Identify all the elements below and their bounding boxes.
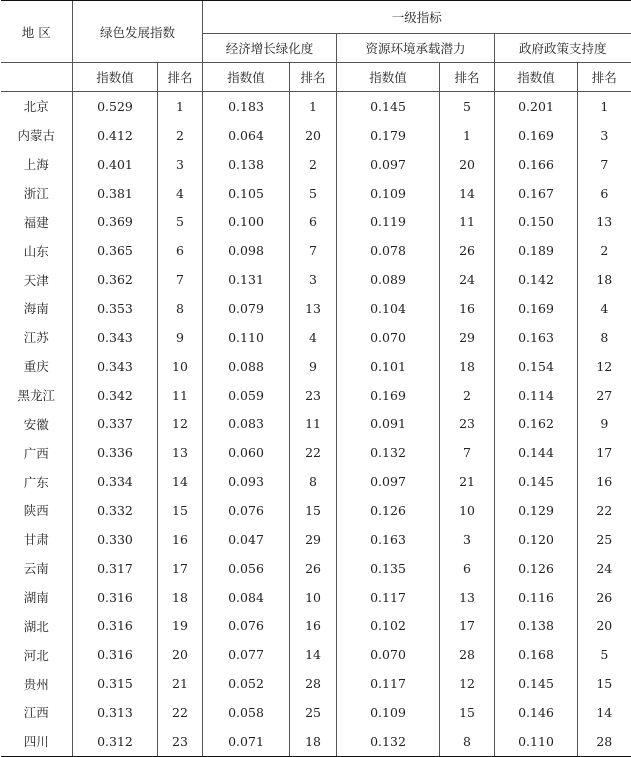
resource-value: 0.070 <box>337 323 440 352</box>
table-row <box>1 640 631 669</box>
green-index-value: 0.316 <box>73 583 158 612</box>
region-cell: 北京 <box>23 99 49 115</box>
green-index-rank: 7 <box>158 265 203 294</box>
green-index-value: 0.313 <box>73 698 158 727</box>
region-cell: 浙江 <box>23 186 49 201</box>
resource-value: 0.119 <box>337 207 440 236</box>
policy-value: 0.168 <box>495 640 578 669</box>
policy-value: 0.163 <box>495 323 578 352</box>
rank-header: 排名 <box>578 63 631 92</box>
resource-value: 0.097 <box>337 467 440 496</box>
resource-value: 0.109 <box>337 179 440 208</box>
resource-value: 0.135 <box>337 554 440 583</box>
table-row <box>1 150 631 179</box>
policy-rank: 18 <box>578 265 631 294</box>
rank-header: 排名 <box>158 63 203 92</box>
policy-rank: 7 <box>578 150 631 179</box>
green-index-value: 0.342 <box>73 381 158 410</box>
header-row-1 <box>1 1 631 34</box>
resource-rank: 10 <box>440 496 495 525</box>
table-row <box>1 323 631 352</box>
green-index-value: 0.343 <box>73 352 158 381</box>
economic-value: 0.052 <box>203 669 290 698</box>
resource-value: 0.179 <box>337 121 440 150</box>
green-index-value: 0.365 <box>73 236 158 265</box>
policy-value: 0.201 <box>495 92 578 121</box>
resource-value: 0.117 <box>337 583 440 612</box>
policy-rank: 3 <box>578 121 631 150</box>
resource-capacity-header: 资源环境承载潜力 <box>337 34 495 63</box>
resource-rank: 13 <box>440 583 495 612</box>
economic-rank: 16 <box>290 611 337 640</box>
region-header: 地 区 <box>1 1 73 63</box>
green-index-value: 0.332 <box>73 496 158 525</box>
economic-rank: 26 <box>290 554 337 583</box>
economic-rank: 14 <box>290 640 337 669</box>
green-index-rank: 17 <box>158 554 203 583</box>
resource-value: 0.102 <box>337 611 440 640</box>
resource-value: 0.132 <box>337 438 440 467</box>
policy-rank: 16 <box>578 467 631 496</box>
resource-value: 0.169 <box>337 381 440 410</box>
primary-indicators-header: 一级指标 <box>203 1 631 34</box>
policy-rank: 20 <box>578 611 631 640</box>
resource-rank: 16 <box>440 294 495 323</box>
resource-rank: 20 <box>440 150 495 179</box>
economic-value: 0.059 <box>203 381 290 410</box>
economic-value: 0.056 <box>203 554 290 583</box>
table-row <box>1 554 631 583</box>
resource-rank: 15 <box>440 698 495 727</box>
economic-rank: 2 <box>290 150 337 179</box>
policy-value: 0.169 <box>495 294 578 323</box>
economic-value: 0.098 <box>203 236 290 265</box>
policy-rank: 25 <box>578 525 631 554</box>
economic-value: 0.100 <box>203 207 290 236</box>
table-row <box>1 467 631 496</box>
green-index-rank: 9 <box>158 323 203 352</box>
green-index-value: 0.316 <box>73 640 158 669</box>
green-development-index-table <box>1 0 631 757</box>
green-index-rank: 13 <box>158 438 203 467</box>
resource-rank: 11 <box>440 207 495 236</box>
region-cell: 江西 <box>23 705 49 721</box>
policy-rank: 4 <box>578 294 631 323</box>
table-row <box>1 294 631 323</box>
economic-rank: 15 <box>290 496 337 525</box>
policy-rank: 27 <box>578 381 631 410</box>
green-index-rank: 23 <box>158 727 203 756</box>
policy-value: 0.145 <box>495 467 578 496</box>
economic-value: 0.138 <box>203 150 290 179</box>
policy-value: 0.110 <box>495 727 578 756</box>
policy-rank: 28 <box>578 727 631 756</box>
economic-rank: 9 <box>290 352 337 381</box>
resource-value: 0.109 <box>337 698 440 727</box>
policy-value: 0.142 <box>495 265 578 294</box>
green-index-rank: 10 <box>158 352 203 381</box>
green-index-value: 0.312 <box>73 727 158 756</box>
policy-value: 0.162 <box>495 409 578 438</box>
economic-value: 0.047 <box>203 525 290 554</box>
region-cell: 上海 <box>23 157 49 173</box>
policy-support-header: 政府政策支持度 <box>495 34 631 63</box>
table-row <box>1 438 631 467</box>
resource-rank: 26 <box>440 236 495 265</box>
economic-rank: 6 <box>290 207 337 236</box>
economic-value: 0.088 <box>203 352 290 381</box>
economic-value: 0.060 <box>203 438 290 467</box>
table-row <box>1 121 631 150</box>
economic-rank: 1 <box>290 92 337 121</box>
green-index-rank: 12 <box>158 409 203 438</box>
policy-rank: 5 <box>578 640 631 669</box>
green-index-value: 0.412 <box>73 121 158 150</box>
policy-rank: 2 <box>578 236 631 265</box>
resource-value: 0.101 <box>337 352 440 381</box>
resource-value: 0.145 <box>337 92 440 121</box>
resource-rank: 5 <box>440 92 495 121</box>
economic-rank: 20 <box>290 121 337 150</box>
value-header: 指数值 <box>73 63 158 92</box>
region-cell: 重庆 <box>23 359 49 375</box>
economic-rank: 5 <box>290 179 337 208</box>
policy-rank: 22 <box>578 496 631 525</box>
policy-value: 0.167 <box>495 179 578 208</box>
policy-value: 0.126 <box>495 554 578 583</box>
policy-rank: 1 <box>578 92 631 121</box>
table-row <box>1 698 631 727</box>
rank-header: 排名 <box>440 63 495 92</box>
resource-rank: 14 <box>440 179 495 208</box>
policy-rank: 14 <box>578 698 631 727</box>
green-index-value: 0.401 <box>73 150 158 179</box>
region-cell: 内蒙古 <box>17 128 55 144</box>
green-index-rank: 6 <box>158 236 203 265</box>
economic-value: 0.079 <box>203 294 290 323</box>
economic-value: 0.071 <box>203 727 290 756</box>
economic-rank: 7 <box>290 236 337 265</box>
policy-value: 0.146 <box>495 698 578 727</box>
resource-rank: 2 <box>440 381 495 410</box>
region-cell: 四川 <box>1 727 73 756</box>
policy-value: 0.120 <box>495 525 578 554</box>
green-index-value: 0.529 <box>73 92 158 121</box>
green-index-rank: 1 <box>158 92 203 121</box>
resource-rank: 6 <box>440 554 495 583</box>
green-index-rank: 4 <box>158 179 203 208</box>
policy-value: 0.189 <box>495 236 578 265</box>
resource-value: 0.104 <box>337 294 440 323</box>
green-index-value: 0.330 <box>73 525 158 554</box>
resource-rank: 8 <box>440 727 495 756</box>
resource-rank: 24 <box>440 265 495 294</box>
resource-rank: 28 <box>440 640 495 669</box>
policy-rank: 26 <box>578 583 631 612</box>
policy-rank: 15 <box>578 669 631 698</box>
region-cell: 甘肃 <box>23 532 49 548</box>
region-cell: 湖北 <box>23 618 49 634</box>
header-row-3 <box>1 63 631 92</box>
resource-value: 0.097 <box>337 150 440 179</box>
policy-value: 0.114 <box>495 381 578 410</box>
policy-value: 0.154 <box>495 352 578 381</box>
table-row <box>1 583 631 612</box>
region-cell: 黑龙江 <box>17 388 55 404</box>
green-index-rank: 2 <box>158 121 203 150</box>
resource-rank: 29 <box>440 323 495 352</box>
table-row <box>1 236 631 265</box>
economic-rank: 8 <box>290 467 337 496</box>
table-row <box>1 381 631 410</box>
policy-value: 0.150 <box>495 207 578 236</box>
resource-rank: 17 <box>440 611 495 640</box>
region-cell: 江苏 <box>23 330 49 346</box>
policy-value: 0.169 <box>495 121 578 150</box>
green-index-rank: 3 <box>158 150 203 179</box>
green-index-header: 绿色发展指数 <box>73 1 203 63</box>
economic-value: 0.083 <box>203 409 290 438</box>
economic-rank: 22 <box>290 438 337 467</box>
economic-value: 0.084 <box>203 583 290 612</box>
economic-value: 0.076 <box>203 496 290 525</box>
policy-rank: 13 <box>578 207 631 236</box>
green-index-rank: 18 <box>158 583 203 612</box>
green-index-value: 0.336 <box>73 438 158 467</box>
region-cell: 海南 <box>23 301 49 317</box>
green-index-rank: 11 <box>158 381 203 410</box>
region-cell: 福建 <box>23 214 49 230</box>
table-row <box>1 727 631 756</box>
policy-value: 0.166 <box>495 150 578 179</box>
economic-rank: 23 <box>290 381 337 410</box>
economic-value: 0.131 <box>203 265 290 294</box>
economic-rank: 18 <box>290 727 337 756</box>
green-index-value: 0.369 <box>73 207 158 236</box>
green-index-value: 0.362 <box>73 265 158 294</box>
policy-rank: 17 <box>578 438 631 467</box>
green-index-value: 0.337 <box>73 409 158 438</box>
policy-rank: 8 <box>578 323 631 352</box>
green-index-value: 0.381 <box>73 179 158 208</box>
table-row <box>1 525 631 554</box>
policy-value: 0.129 <box>495 496 578 525</box>
resource-rank: 21 <box>440 467 495 496</box>
region-cell: 湖南 <box>23 590 49 606</box>
economic-value: 0.105 <box>203 179 290 208</box>
economic-greening-header: 经济增长绿化度 <box>203 34 337 63</box>
economic-rank: 28 <box>290 669 337 698</box>
table-row <box>1 669 631 698</box>
green-index-value: 0.316 <box>73 611 158 640</box>
value-header: 指数值 <box>495 63 578 92</box>
policy-rank: 12 <box>578 352 631 381</box>
table-body <box>1 92 631 757</box>
resource-rank: 1 <box>440 121 495 150</box>
resource-rank: 7 <box>440 438 495 467</box>
economic-value: 0.076 <box>203 611 290 640</box>
region-cell: 山东 <box>23 243 49 259</box>
resource-value: 0.126 <box>337 496 440 525</box>
region-cell: 云南 <box>23 561 49 577</box>
green-index-rank: 19 <box>158 611 203 640</box>
green-index-value: 0.343 <box>73 323 158 352</box>
policy-value: 0.138 <box>495 611 578 640</box>
table-row <box>1 92 631 121</box>
economic-value: 0.183 <box>203 92 290 121</box>
green-index-rank: 22 <box>158 698 203 727</box>
green-index-value: 0.315 <box>73 669 158 698</box>
policy-rank: 9 <box>578 409 631 438</box>
table-row <box>1 179 631 208</box>
resource-rank: 12 <box>440 669 495 698</box>
resource-value: 0.091 <box>337 409 440 438</box>
policy-rank: 24 <box>578 554 631 583</box>
green-index-rank: 16 <box>158 525 203 554</box>
region-header-spacer <box>1 63 73 92</box>
value-header: 指数值 <box>337 63 440 92</box>
green-index-rank: 21 <box>158 669 203 698</box>
resource-value: 0.163 <box>337 525 440 554</box>
resource-value: 0.117 <box>337 669 440 698</box>
table-row <box>1 352 631 381</box>
resource-rank: 3 <box>440 525 495 554</box>
region-cell: 广东 <box>23 474 49 490</box>
green-index-rank: 14 <box>158 467 203 496</box>
table-row <box>1 611 631 640</box>
resource-value: 0.070 <box>337 640 440 669</box>
green-index-value: 0.334 <box>73 467 158 496</box>
resource-value: 0.089 <box>337 265 440 294</box>
economic-rank: 13 <box>290 294 337 323</box>
economic-rank: 11 <box>290 409 337 438</box>
table-row <box>1 409 631 438</box>
policy-value: 0.144 <box>495 438 578 467</box>
economic-value: 0.064 <box>203 121 290 150</box>
green-index-value: 0.317 <box>73 554 158 583</box>
economic-value: 0.093 <box>203 467 290 496</box>
table-row <box>1 207 631 236</box>
green-index-value: 0.353 <box>73 294 158 323</box>
resource-value: 0.078 <box>337 236 440 265</box>
region-cell: 广西 <box>23 445 49 461</box>
value-header: 指数值 <box>203 63 290 92</box>
policy-value: 0.145 <box>495 669 578 698</box>
rank-header: 排名 <box>290 63 337 92</box>
economic-value: 0.058 <box>203 698 290 727</box>
resource-value: 0.132 <box>337 727 440 756</box>
policy-rank: 6 <box>578 179 631 208</box>
table-row <box>1 496 631 525</box>
table-row <box>1 265 631 294</box>
region-cell: 安徽 <box>23 416 49 432</box>
region-cell: 陕西 <box>23 503 49 519</box>
economic-rank: 25 <box>290 698 337 727</box>
region-cell: 河北 <box>23 647 49 663</box>
region-cell: 贵州 <box>23 676 49 692</box>
region-cell: 天津 <box>23 272 49 288</box>
economic-rank: 4 <box>290 323 337 352</box>
green-index-rank: 8 <box>158 294 203 323</box>
green-index-rank: 15 <box>158 496 203 525</box>
economic-rank: 29 <box>290 525 337 554</box>
resource-rank: 18 <box>440 352 495 381</box>
policy-value: 0.116 <box>495 583 578 612</box>
resource-rank: 23 <box>440 409 495 438</box>
economic-rank: 10 <box>290 583 337 612</box>
economic-rank: 3 <box>290 265 337 294</box>
green-index-rank: 20 <box>158 640 203 669</box>
economic-value: 0.077 <box>203 640 290 669</box>
economic-value: 0.110 <box>203 323 290 352</box>
green-index-rank: 5 <box>158 207 203 236</box>
